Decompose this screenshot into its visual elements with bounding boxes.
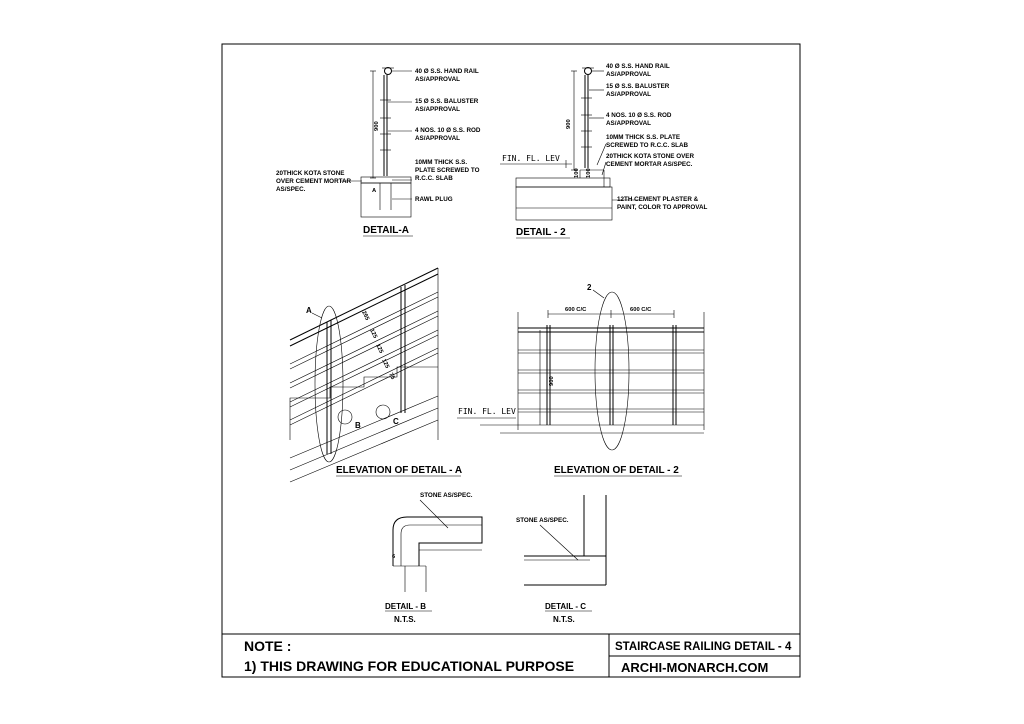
elevation-a-dim-2: 125 bbox=[368, 328, 378, 340]
elevation-detail-a bbox=[290, 268, 462, 482]
title-block bbox=[222, 634, 800, 677]
drawing-title: STAIRCASE RAILING DETAIL - 4 bbox=[615, 641, 792, 653]
detail-a-label-5: 4 NOS. 10 Ø S.S. ROD bbox=[415, 127, 481, 134]
elevation-a-marker-c: C bbox=[393, 417, 399, 426]
detail-2-label-2: AS/APPROVAL bbox=[606, 71, 652, 78]
detail-a-title: DETAIL-A bbox=[363, 225, 409, 236]
detail-2-label-7: 10MM THICK S.S. PLATE bbox=[606, 134, 681, 141]
detail-2 bbox=[500, 63, 708, 238]
elevation-2-marker: 2 bbox=[587, 283, 592, 292]
detail-c bbox=[516, 495, 606, 624]
detail-b-label: STONE AS/SPEC. bbox=[420, 492, 473, 499]
detail-2-dim-small-1: 100 bbox=[574, 168, 580, 178]
detail-c-scale: N.T.S. bbox=[553, 615, 575, 624]
elevation-2-title: ELEVATION OF DETAIL - 2 bbox=[554, 465, 679, 476]
detail-2-dim-small-2: 100 bbox=[586, 168, 592, 178]
detail-2-label-10: CEMENT MORTAR AS/SPEC. bbox=[606, 161, 693, 168]
elevation-a-title: ELEVATION OF DETAIL - A bbox=[336, 465, 463, 476]
detail-b bbox=[385, 492, 482, 624]
detail-2-label-4: AS/APPROVAL bbox=[606, 91, 652, 98]
elevation-a-dim-3: 125 bbox=[374, 343, 384, 355]
detail-a-label-6: AS/APPROVAL bbox=[415, 135, 461, 142]
detail-a bbox=[276, 68, 481, 237]
detail-a-label-9: R.C.C. SLAB bbox=[415, 175, 453, 182]
detail-a-label-8: PLATE SCREWED TO bbox=[415, 167, 480, 174]
detail-2-title: DETAIL - 2 bbox=[516, 227, 566, 238]
detail-a-dim: 900 bbox=[374, 121, 380, 131]
detail-2-label-3: 15 Ø S.S. BALUSTER bbox=[606, 83, 670, 90]
elevation-2-dim: 900 bbox=[549, 376, 555, 386]
detail-a-label-7: 10MM THICK S.S. bbox=[415, 159, 468, 166]
website: ARCHI-MONARCH.COM bbox=[621, 660, 769, 675]
detail-2-label-11: 12TH CEMENT PLASTER & bbox=[617, 196, 699, 203]
elevation-a-dim-5: 75 bbox=[387, 372, 396, 381]
detail-b-scale: N.T.S. bbox=[394, 615, 416, 624]
detail-a-label-3: 15 Ø S.S. BALUSTER bbox=[415, 98, 479, 105]
detail-a-label-4: AS/APPROVAL bbox=[415, 106, 461, 113]
detail-b-dim: 6 bbox=[392, 554, 396, 560]
detail-a-label-1: 40 Ø S.S. HAND RAIL bbox=[415, 68, 479, 75]
elevation-2-spacing-2: 600 C/C bbox=[630, 307, 652, 313]
detail-a-label-2: AS/APPROVAL bbox=[415, 76, 461, 83]
detail-2-level: FIN. FL. LEV bbox=[502, 154, 560, 163]
sheet-border bbox=[222, 44, 800, 677]
elevation-detail-2 bbox=[457, 283, 704, 476]
detail-a-label-11: 20THICK KOTA STONE bbox=[276, 170, 345, 177]
elevation-2-level: FIN. FL. LEV bbox=[458, 407, 516, 416]
detail-b-title: DETAIL - B bbox=[385, 602, 427, 611]
detail-2-label-9: 20THICK KOTA STONE OVER bbox=[606, 153, 695, 160]
detail-a-label-10: RAWL PLUG bbox=[415, 196, 453, 203]
detail-a-label-12: OVER CEMENT MORTAR bbox=[276, 178, 352, 185]
detail-2-label-6: AS/APPROVAL bbox=[606, 120, 652, 127]
elevation-a-dim-1: 265 bbox=[360, 310, 370, 322]
detail-2-label-5: 4 NOS. 10 Ø S.S. ROD bbox=[606, 112, 672, 119]
elevation-a-dim-4: 125 bbox=[380, 358, 390, 370]
note-text: 1) THIS DRAWING FOR EDUCATIONAL PURPOSE bbox=[244, 658, 575, 674]
elevation-2-spacing-1: 600 C/C bbox=[565, 307, 587, 313]
detail-2-label-8: SCREWED TO R.C.C. SLAB bbox=[606, 142, 689, 149]
detail-2-dim: 900 bbox=[566, 119, 572, 129]
detail-a-label-13: AS/SPEC. bbox=[276, 186, 306, 193]
note-heading: NOTE : bbox=[244, 638, 292, 654]
detail-c-label: STONE AS/SPEC. bbox=[516, 517, 569, 524]
elevation-a-marker-b: B bbox=[355, 421, 361, 430]
detail-2-label-12: PAINT, COLOR TO APPROVAL bbox=[617, 204, 708, 211]
detail-a-marker: A bbox=[372, 188, 377, 194]
elevation-a-marker-a: A bbox=[306, 306, 312, 315]
detail-2-label-1: 40 Ø S.S. HAND RAIL bbox=[606, 63, 670, 70]
detail-c-title: DETAIL - C bbox=[545, 602, 587, 611]
